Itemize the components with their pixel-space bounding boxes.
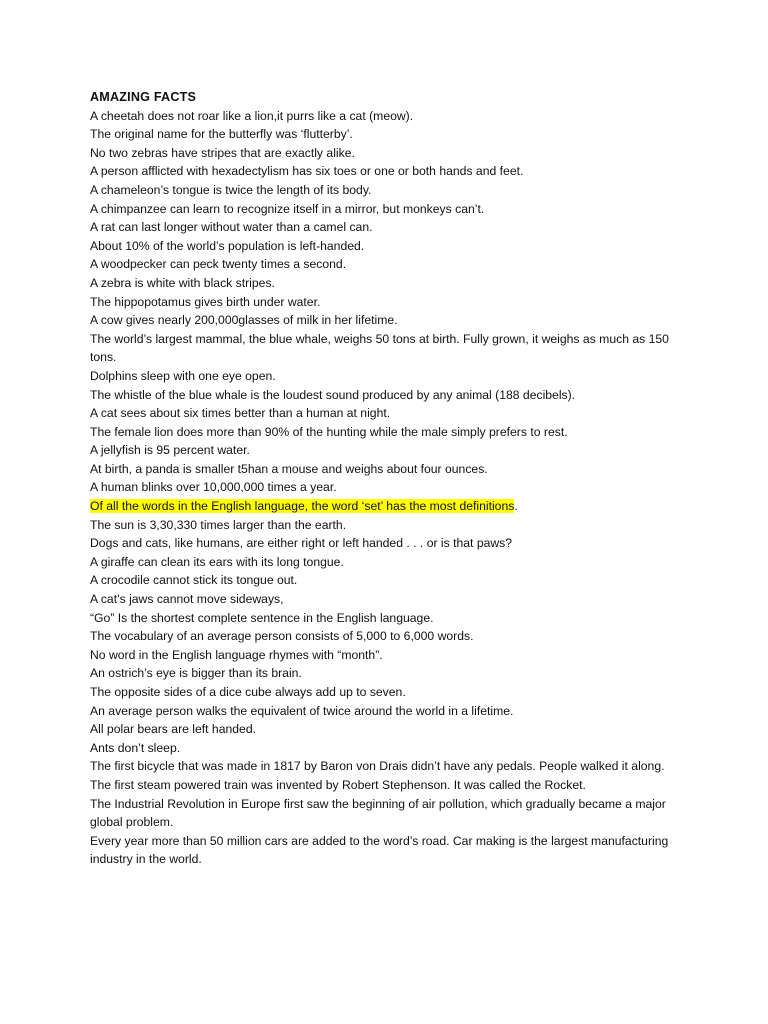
fact-line: Dogs and cats, like humans, are either right or left handed . . . or is that paws? [90, 536, 513, 551]
fact-line: No two zebras have stripes that are exactly alike. [90, 145, 355, 160]
fact-line: A person afflicted with hexadectylism has six toes or one or both hands and feet. [90, 164, 524, 179]
fact-line: A cow gives nearly 200,000glasses of milk in her lifetime. [90, 313, 398, 328]
fact-line: A woodpecker can peck twenty times a second. [90, 257, 347, 272]
fact-line: The opposite sides of a dice cube always add up to seven. [90, 685, 406, 699]
fact-line: A cat sees about six times better than a human at night. [90, 406, 391, 421]
fact-line: A giraffe can clean its ears with its long tongue. [90, 554, 344, 569]
fact-line: At birth, a panda is smaller t5han a mouse and weighs about four ounces. [90, 461, 488, 476]
fact-line: An average person walks the equivalent of twice around the world in a lifetime. [90, 703, 514, 718]
fact-line: A human blinks over 10,000,000 times a year. [90, 480, 337, 495]
fact-line: A cheetah does not roar like a lion,it purrs like a cat (meow). [90, 108, 414, 123]
fact-line: The first steam powered train was invented by Robert Stephenson. It was called the Rocket. [90, 777, 586, 792]
fact-line: Dolphins sleep with one eye open. [90, 368, 276, 383]
fact-line: The vocabulary of an average person consists of 5,000 to 6,000 words. [90, 629, 474, 644]
fact-line: Ants don’t sleep. [90, 740, 181, 755]
document-body [90, 88, 680, 869]
fact-line: The whistle of the blue whale is the loudest sound produced by any animal (188 decibels). [90, 387, 576, 402]
fact-line: The first bicycle that was made in 1817 by Baron von Drais didn’t have any pedals. People walked it along. [90, 759, 665, 774]
highlighted-trailing-period: . [514, 499, 518, 514]
fact-line: About 10% of the world’s population is left-handed. [90, 238, 365, 253]
fact-line: An ostrich’s eye is bigger than its brain. [90, 666, 302, 681]
fact-line: The world’s largest mammal, the blue whale, weighs 50 tons at birth. Fully grown, it weighs as much as 150 tons. [90, 331, 669, 365]
highlighted-text: Of all the words in the English language, the word ‘set’ has the most definitions [90, 499, 515, 514]
fact-line: The Industrial Revolution in Europe first saw the beginning of air pollution, which gradually became a major global problem. [90, 796, 666, 830]
highlighted-fact [90, 497, 680, 516]
fact-line: A crocodile cannot stick its tongue out. [90, 573, 298, 588]
fact-line: A zebra is white with black stripes. [90, 275, 275, 290]
fact-line: A cat’s jaws cannot move sideways, [90, 592, 284, 607]
fact-line: A chimpanzee can learn to recognize itself in a mirror, but monkeys can’t. [90, 201, 485, 216]
fact-line: A chameleon’s tongue is twice the length of its body. [90, 182, 372, 197]
document-title: AMAZING FACTS [90, 90, 197, 104]
fact-line: No word in the English language rhymes with “month”. [90, 647, 383, 662]
fact-line: A jellyfish is 95 percent water. [90, 443, 250, 458]
facts-list [90, 107, 680, 869]
fact-line: Every year more than 50 million cars are added to the word’s road. Car making is the largest manufacturing industry in the world. [90, 833, 669, 867]
fact-line: The sun is 3,30,330 times larger than the earth. [90, 517, 347, 532]
fact-line: The female lion does more than 90% of the hunting while the male simply prefers to rest. [90, 424, 568, 439]
fact-line: A rat can last longer without water than a camel can. [90, 220, 373, 235]
fact-line: The original name for the butterfly was ‘flutterby’. [90, 127, 353, 142]
fact-line: The hippopotamus gives birth under water. [90, 294, 321, 309]
fact-line: “Go” Is the shortest complete sentence in the English language. [90, 610, 434, 625]
fact-line: All polar bears are left handed. [90, 722, 256, 737]
